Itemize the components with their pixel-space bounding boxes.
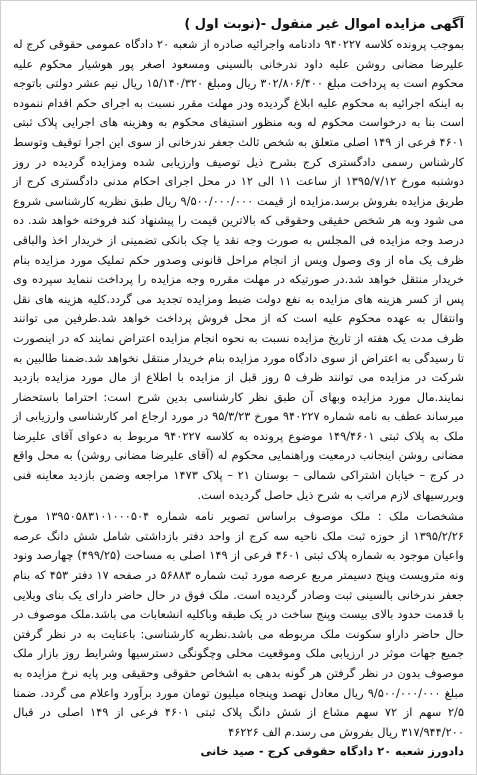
notice-body: بموجب پرونده کلاسه ۹۴۰۲۲۷ دادنامه واجرائیه صادره از شعبه ۲۰ دادگاه عمومی حقوقی کرج له علیرضا مضانی روشن علیه داود ندرخانی بالسینی ومسعود اصغر پور هوشیار محکوم علیه محکوم است به پرداخت مبلغ ۳۰۲/۸۰۶/۴۰۰ ریال ومبلغ ۱۵/۱۴۰/۳۲۰ ریال نیم عشر دولتی باتوجه به اینکه اجرائیه به محکوم علیه ابلاغ گردیده ودر مهلت مقرر نسبت به اجرای حکم اقدام ننموده است بنا به درخواست محکوم له وبه منظور استیفای محکوم به وهزینه های اجرایی پلاک ثبتی ۴۶۰۱ فرعی از ۱۴۹ اصلی متعلق به شخص ثالث جعفر ندرخانی از سوی این اجرا توقیف وتوسط کارشناس رسمی دادگستری کرج بشرح ذیل توصیف وارزیابی شده ومزایده گردیده در روز دوشنبه مورخ ۱۳۹۵/۷/۱۲ از ساعت ۱۱ الی ۱۲ در محل اجرای احکام مدنی دادگستری کرج از طریق مزایده بفروش برسد.مزایده از قیمت ۹/۵۰۰/۰۰۰/۰۰۰ ریال طبق نظریه کارشناسی شروع می شود وبه هر شخص حقیقی وحقوقی که بالاترین قیمت را پیشنهاد کند فروخته خواهد شد. ده درصد وجه مزایده فی المجلس به صورت وجه نقد یا چک بانکی تضمینی از خریدار اخذ والباقی ظرف یک ماه از وی وصول ویس از انجام مراحل قانونی وصدور حکم تملیک مورد مزایده بنام خریدار منتقل خواهد شد.در صورتیکه در مهلت مقرره وجه مزایده را پرداخت ننماید سپرده وی پس از کسر هزینه های مزایده به نفع دولت ضبط ومزایده تجدید می گردد.کلیه هزینه های نقل وانتقال به عهده محکوم علیه است که از محل فروش پرداخت خواهد شد.طرفین می توانند ظرف مدت یک هفته از تاریخ مزایده نسبت به نحوه انجام مزایده اعتراض نمایند که در اینصورت تا رسیدگی به اعتراض از سوی دادگاه مورد مزایده بنام خریدار منتقل نخواهد شد.ضمنا طالبین به شرکت در مزایده می توانند ظرف ۵ روز قبل از مزایده با اطلاع از مال مورد مزایده بازدید نمایند.مال مورد مزایده وبهای آن طبق نظر کارشناسی بدین شرح است: احتراما باستحضار میرساند عطف به نامه شماره ۹۴۰۲۲۷ مورخ ۹۵/۳/۲۳ در مورد ارجاع امر کارشناسی وارزیابی از ملک به پلاک ثبتی ۱۴۹/۴۶۰۱ موضوع پرونده به کلاسه ۹۴۰۲۲۷ مربوط به دعوای آقای علیرضا مضانی روشن اینجانب درمعیت وراهنمایی محکوم له (آقای علیرضا مضانی روشن) به محل واقع در کرج – خیابان اشتراکی شمالی – بوستان ۲۱ – پلاک ۱۴۷۳ مراجعه وضمن بازدید معاینه فنی وبررسیهای لازم مراتب به شرح ذیل حاصل گردیده است.	[13, 37, 465, 502]
property-specification: مشخصات ملک : ملک موصوف براساس تصویر نامه شماره ۱۳۹۵۰۵۸۳۱۰۱۰۰۰۵۰۴ مورخ ۱۳۹۵/۲/۲۶ از حوزه ثبت ملک ناحیه سه کرج از واحد دفتر بازداشتی شامل شش دانگ عرصه واعیان موجود به شماره پلاک ثبتی ۴۶۰۱ فرعی از ۱۴۹ اصلی به مساحت (۴۹۹/۲۵) چهارصد ونود ونه مترویست وپنج دسیمتر مربع عرصه مورد ثبت شماره ۵۶۸۸۳ در صفحه ۱۷ دفتر ۴۵۳ که بنام جعفر ندرخانی بالسینی ثبت وصادر گردیده است. ملک فوق در حال حاضر دارای یک بنای ویلایی با قدمت حدود بالای بیست وپنج ساخت در یک طبقه وباکلیه انشعابات می باشد.ملک موصوف در حال حاضر داراو سکونت ملک مربوطه می باشد.نظریه کارشناسی: باعنایت به در نظر گرفتن جمیع جهات موثر در ارزیابی ملک وموقعیت محلی وچگونگی دسترسیها وشرایط روز بازار ملک موصوف بدون در نظر گرفتن هر گونه بدهی به اشخاص حقوقی وحقیقی وبر پایه نرخ مزایده به مبلغ ۹/۵۰۰/۰۰۰/۰۰۰ ریال معادل نهصد وپنجاه میلیون تومان مورد برآورد واعلام می گردد. ضمنا ۲/۵ سهم از ۷۲ سهم مشاع از شش دانگ پلاک ثبتی ۴۶۰۱ فرعی از ۱۴۹ اصلی در قبال ۳۱۷/۹۴۴/۲۰۰ ریال بفروش می رسد.م الف ۴۶۲۲۶	[13, 509, 464, 739]
notice-title: آگهی مزایده اموال غیر منقول -(نوبت اول )	[184, 17, 464, 32]
signature-line: دادورز شعبه ۲۰ دادگاه حقوقی کرج - صید خانی	[200, 744, 464, 759]
